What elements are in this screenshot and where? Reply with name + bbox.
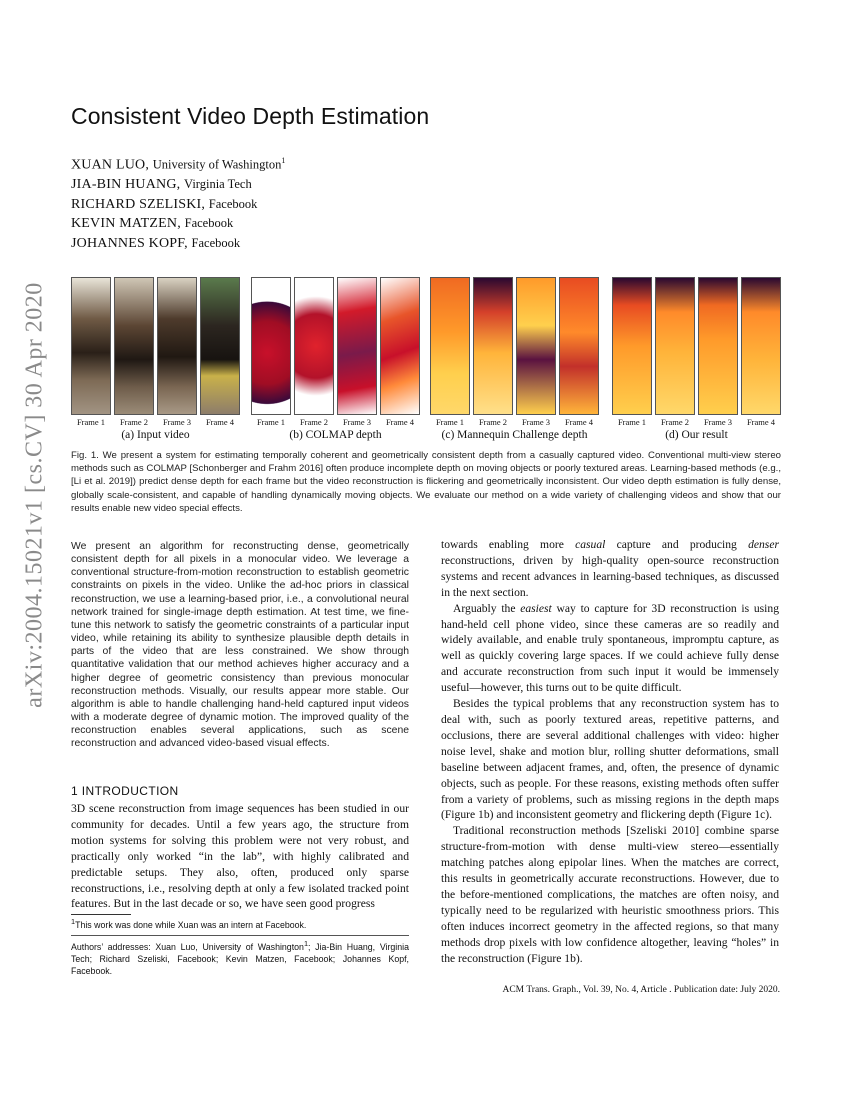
text-run: reconstructions, driven by high-quality open-source reconstruction systems and recent advances in learning-based techniques, as discussed in the next section. <box>441 553 779 599</box>
author-entry <box>71 151 285 175</box>
footnote-rule <box>71 914 131 915</box>
body-paragraph: Traditional reconstruction methods [Szeliski 2010] combine sparse structure-from-motion with dense multi-view stereo—essentially matching patches along epipolar lines. When the matches are correct, this results in geometrically accurate reconstructions. However, due to the before-mentioned complications, the matches are often noisy, and typically need to be regularized with heuristic smoothness priors. This often induces incorrect geometry in the affected regions, so that many methods drop pixels with low confidence altogether, leaving “holes” in the reconstruction (Figure 1b). <box>441 824 779 965</box>
text-run: capture and producing <box>605 538 749 551</box>
abstract: We present an algorithm for reconstructing dense, geometrically consistent depth for all pixels in a monocular video. We leverage a conventional structure-from-motion reconstruction to establish geometric constraints on pixels in the video. Unlike the ad-hoc priors in classical reconstruction, we use a learning-based prior, i.e., a convolutional neural network trained for single-image depth estimation. At test time, we fine-tune this network to satisfy the geometric constraints of a particular input video, while retaining its ability to synthesize plausible depth details in parts of the video that are less constrained. We show through quantitative validation that our method achieves higher accuracy and a higher degree of geometric consistency than previous monocular reconstruction methods. Visually, our results appear more stable. Our algorithm is able to handle challenging hand-held captured input videos with a moderate degree of dynamic motion. The improved quality of the reconstruction enables several applications, such as scene reconstruction and advanced video-based visual effects. <box>71 541 409 750</box>
author-affiliation: University of Washington <box>152 157 282 172</box>
frame-label: Frame 3 <box>703 417 733 427</box>
author-list <box>71 151 285 254</box>
frame-label: Frame 3 <box>342 417 372 427</box>
colmap-frame-image <box>380 277 420 415</box>
frame-label: Frame 2 <box>478 417 508 427</box>
teaser-figure <box>71 277 781 447</box>
frame-label: Frame 4 <box>564 417 594 427</box>
frame-label: Frame 3 <box>521 417 551 427</box>
author-entry <box>71 175 285 195</box>
emphasis: casual <box>575 538 606 551</box>
intro-column <box>71 801 409 912</box>
frame-label: Frame 1 <box>256 417 286 427</box>
result-frame-image <box>741 277 781 415</box>
footnote <box>71 917 306 930</box>
mannequin-frame-image <box>430 277 470 415</box>
panel-label: (b) COLMAP depth <box>289 429 382 441</box>
body-paragraph <box>441 537 779 601</box>
page-footer: ACM Trans. Graph., Vol. 39, No. 4, Article . Publication date: July 2020. <box>502 985 780 995</box>
input-frame-image <box>71 277 111 415</box>
author-name: KEVIN MATZEN, <box>71 216 185 232</box>
arxiv-sidebar <box>12 282 57 708</box>
frame-label: Frame 2 <box>299 417 329 427</box>
frame-label: Frame 1 <box>76 417 106 427</box>
footnote-mark: 1 <box>71 917 76 926</box>
body-paragraph: Besides the typical problems that any reconstruction system has to deal with, such as poorly textured areas, repetitive patterns, and occlusions, there are several additional challenges with video: higher noise level, shake and motion blur, rolling shutter deformations, small baseline between adjacent frames, and, often, the presence of dynamic objects, such as people. For these reasons, existing methods often suffer from a variety of problems, such as missing regions in the depth maps (Figure 1b) and inconsistent geometry and flickering depth (Figure 1c). <box>441 697 779 822</box>
frame-label: Frame 4 <box>385 417 415 427</box>
right-column <box>441 537 779 966</box>
frame-label: Frame 2 <box>660 417 690 427</box>
figure-caption: Fig. 1. We present a system for estimating temporally coherent and geometrically consistent depth from a casually captured video. Conventional multi-view stereo methods such as COLMAP [Schonberger and Frahm 2016] often produce incomplete depth on moving objects or poorly textured areas. Learning-based methods (e.g., [Li et al. 2019]) predict dense depth for each frame but the video reconstruction is flickering and geometrically inconsistent. Our video depth estimation is fully dense, globally scale-consistent, and capable of handling dynamically moving objects. We evaluate our method on a wide variety of challenging videos and show that our results enable new video special effects. <box>71 450 781 514</box>
footnote-text: This work was done while Xuan was an intern at Facebook. <box>75 919 307 930</box>
text-run: towards enabling more <box>441 538 576 551</box>
emphasis: denser <box>748 538 779 551</box>
panel-label: (c) Mannequin Challenge depth <box>441 429 588 441</box>
emphasis: easiest <box>520 601 552 615</box>
mannequin-frame-image <box>516 277 556 415</box>
frame-label: Frame 2 <box>119 417 149 427</box>
frame-label: Frame 4 <box>205 417 235 427</box>
result-frame-image <box>698 277 738 415</box>
panel-label: (a) Input video <box>121 429 190 441</box>
intro-paragraph: 3D scene reconstruction from image sequences has been studied in our community for decades. Until a few years ago, the structure from motion systems for solving this problem were not very robust, and practically only worked “in the lab”, with highly calibrated and predictable setups. They also, often, produced only sparse reconstructions, i.e., resolving depth at only a few isolated tracked point features. But in the last decade or so, we have seen good progress <box>71 802 409 911</box>
colmap-frame-image <box>337 277 377 415</box>
author-addresses <box>71 938 409 977</box>
author-affiliation: Virginia Tech <box>184 177 252 192</box>
panel-label: (d) Our result <box>665 429 728 441</box>
author-affiliation: Facebook <box>208 196 258 211</box>
author-entry <box>71 214 285 234</box>
colmap-frame-image <box>251 277 291 415</box>
input-frame-image <box>114 277 154 415</box>
text-run: Arguably the <box>453 601 521 615</box>
input-frame-image <box>157 277 197 415</box>
section-heading: 1 INTRODUCTION <box>71 784 179 798</box>
address-text: ; Jia-Bin Huang, Virginia Tech; Richard Szeliski, Facebook; Kevin Matzen, Facebook; Johannes Kopf, Facebook. <box>71 941 409 976</box>
input-frame-image <box>200 277 240 415</box>
address-text: Authors’ addresses: Xuan Luo, University of Washington <box>71 941 304 952</box>
frame-label: Frame 1 <box>617 417 647 427</box>
frame-label: Frame 3 <box>162 417 192 427</box>
author-affiliation: Facebook <box>184 216 234 231</box>
frame-label: Frame 4 <box>746 417 776 427</box>
arxiv-id: arXiv:2004.15021v1 [cs.CV] 30 Apr 2020 <box>21 282 47 708</box>
mannequin-frame-image <box>559 277 599 415</box>
author-entry <box>71 195 285 215</box>
result-frame-image <box>655 277 695 415</box>
author-entry <box>71 234 285 254</box>
mannequin-frame-image <box>473 277 513 415</box>
author-name: JIA-BIN HUANG, <box>71 177 185 193</box>
author-name: JOHANNES KOPF, <box>71 236 192 252</box>
result-frame-image <box>612 277 652 415</box>
frame-label: Frame 1 <box>435 417 465 427</box>
author-affiliation: Facebook <box>191 236 241 251</box>
colmap-frame-image <box>294 277 334 415</box>
author-name: RICHARD SZELISKI, <box>71 196 209 212</box>
text-run: way to capture for 3D reconstruction is using hand-held cell phone video, since these cameras are so readily and widely available, and enable truly spontaneous, impromptu capture, as well as quickly covering large spaces. If we could achieve fully dense and accurate reconstruction from such input it would be immensely useful—however, this turns out to be quite difficult. <box>441 601 779 695</box>
author-mark: 1 <box>281 156 286 165</box>
body-paragraph <box>441 601 779 696</box>
address-mark: 1 <box>303 939 309 948</box>
address-rule <box>71 935 409 936</box>
paper-title: Consistent Video Depth Estimation <box>71 103 430 129</box>
author-name: XUAN LUO, <box>71 157 153 173</box>
